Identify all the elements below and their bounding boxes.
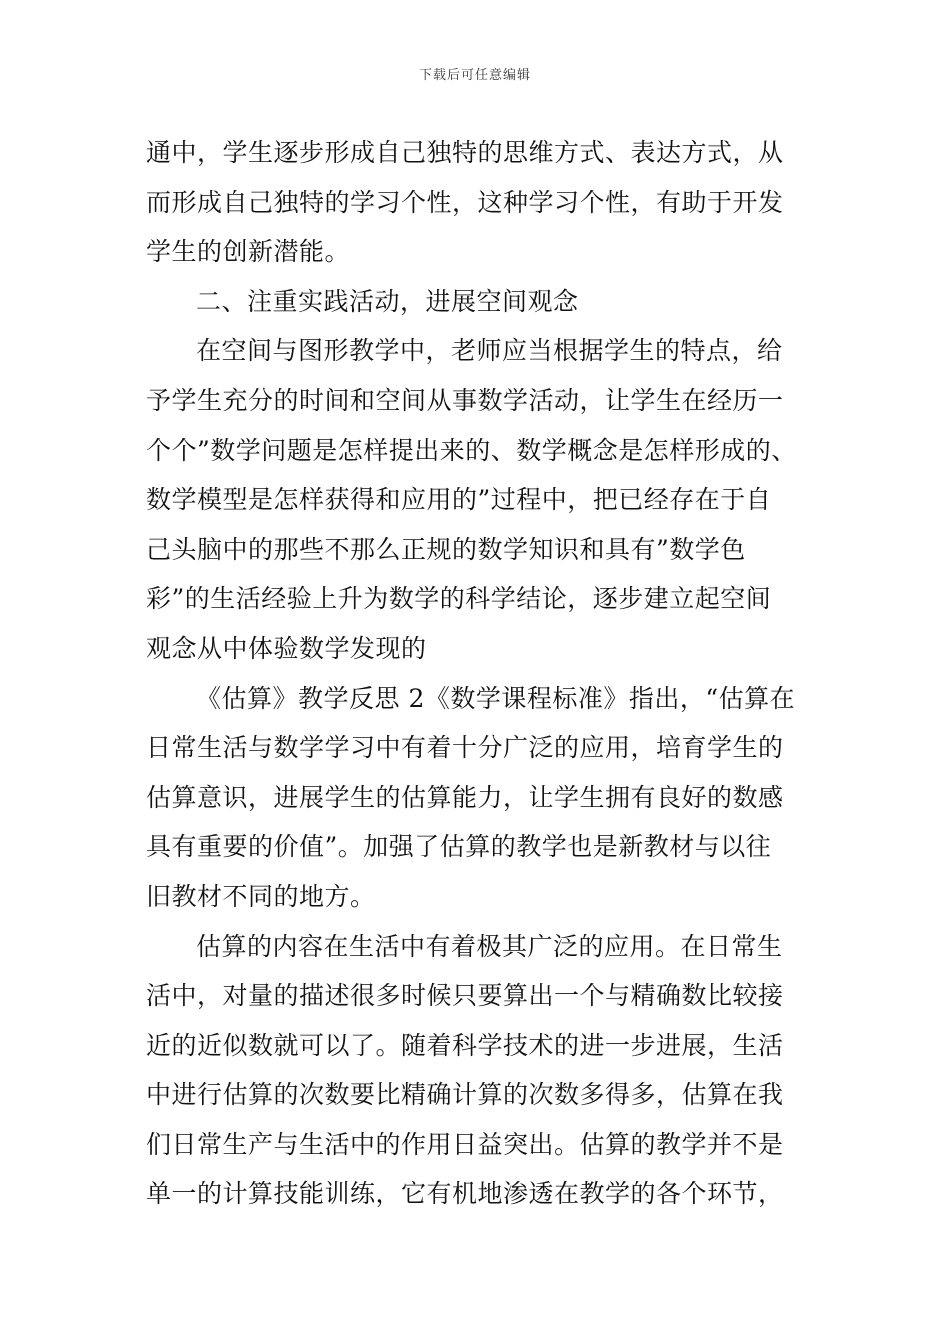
text-line: 己头脑中的那些不那么正规的数学知识和具有”数学色: [146, 534, 746, 564]
text-line: 日常生活与数学学习中有着十分广泛的应用，培育学生的: [146, 733, 784, 763]
text-line: 数学模型是怎样获得和应用的”过程中，把已经存在于自: [146, 485, 772, 515]
text-line: 们日常生产与生活中的作用日益突出。估算的教学并不是: [146, 1129, 784, 1159]
text-line: 中进行估算的次数要比精确计算的次数多得多，估算在我: [146, 1080, 784, 1110]
text-line: 《估算》教学反思 2《数学课程标准》指出，“估算在: [196, 683, 796, 713]
text-line: 近的近似数就可以了。随着科学技术的进一步进展，生活: [146, 1030, 784, 1060]
text-line: 估算的内容在生活中有着极其广泛的应用。在日常生: [196, 931, 783, 961]
text-line: 彩”的生活经验上升为数学的科学结论，逐步建立起空间: [146, 584, 772, 614]
text-line: 单一的计算技能训练，它有机地渗透在教学的各个环节，: [146, 1179, 784, 1209]
text-line: 予学生充分的时间和空间从事数学活动，让学生在经历一: [146, 385, 784, 415]
text-line: 二、注重实践活动，进展空间观念: [196, 286, 579, 316]
text-line: 旧教材不同的地方。: [146, 881, 376, 911]
text-line: 估算意识，进展学生的估算能力，让学生拥有良好的数感: [146, 782, 784, 812]
text-line: 具有重要的价值”。加强了估算的教学也是新教材与以往: [146, 832, 772, 862]
text-line: 而形成自己独特的学习个性，这种学习个性，有助于开发: [146, 187, 784, 217]
text-line: 活中，对量的描述很多时候只要算出一个与精确数比较接: [146, 981, 784, 1011]
text-line: 观念从中体验数学发现的: [146, 633, 427, 663]
document-body: [146, 128, 810, 1219]
text-line: 在空间与图形教学中，老师应当根据学生的特点，给: [196, 336, 783, 366]
text-line: 个个”数学问题是怎样提出来的、数学概念是怎样形成的、: [146, 435, 797, 465]
text-line: 通中，学生逐步形成自己独特的思维方式、表达方式，从: [146, 138, 784, 167]
page-header: 下载后可任意编辑: [418, 68, 531, 83]
text-line: 学生的创新潜能。: [146, 237, 351, 267]
